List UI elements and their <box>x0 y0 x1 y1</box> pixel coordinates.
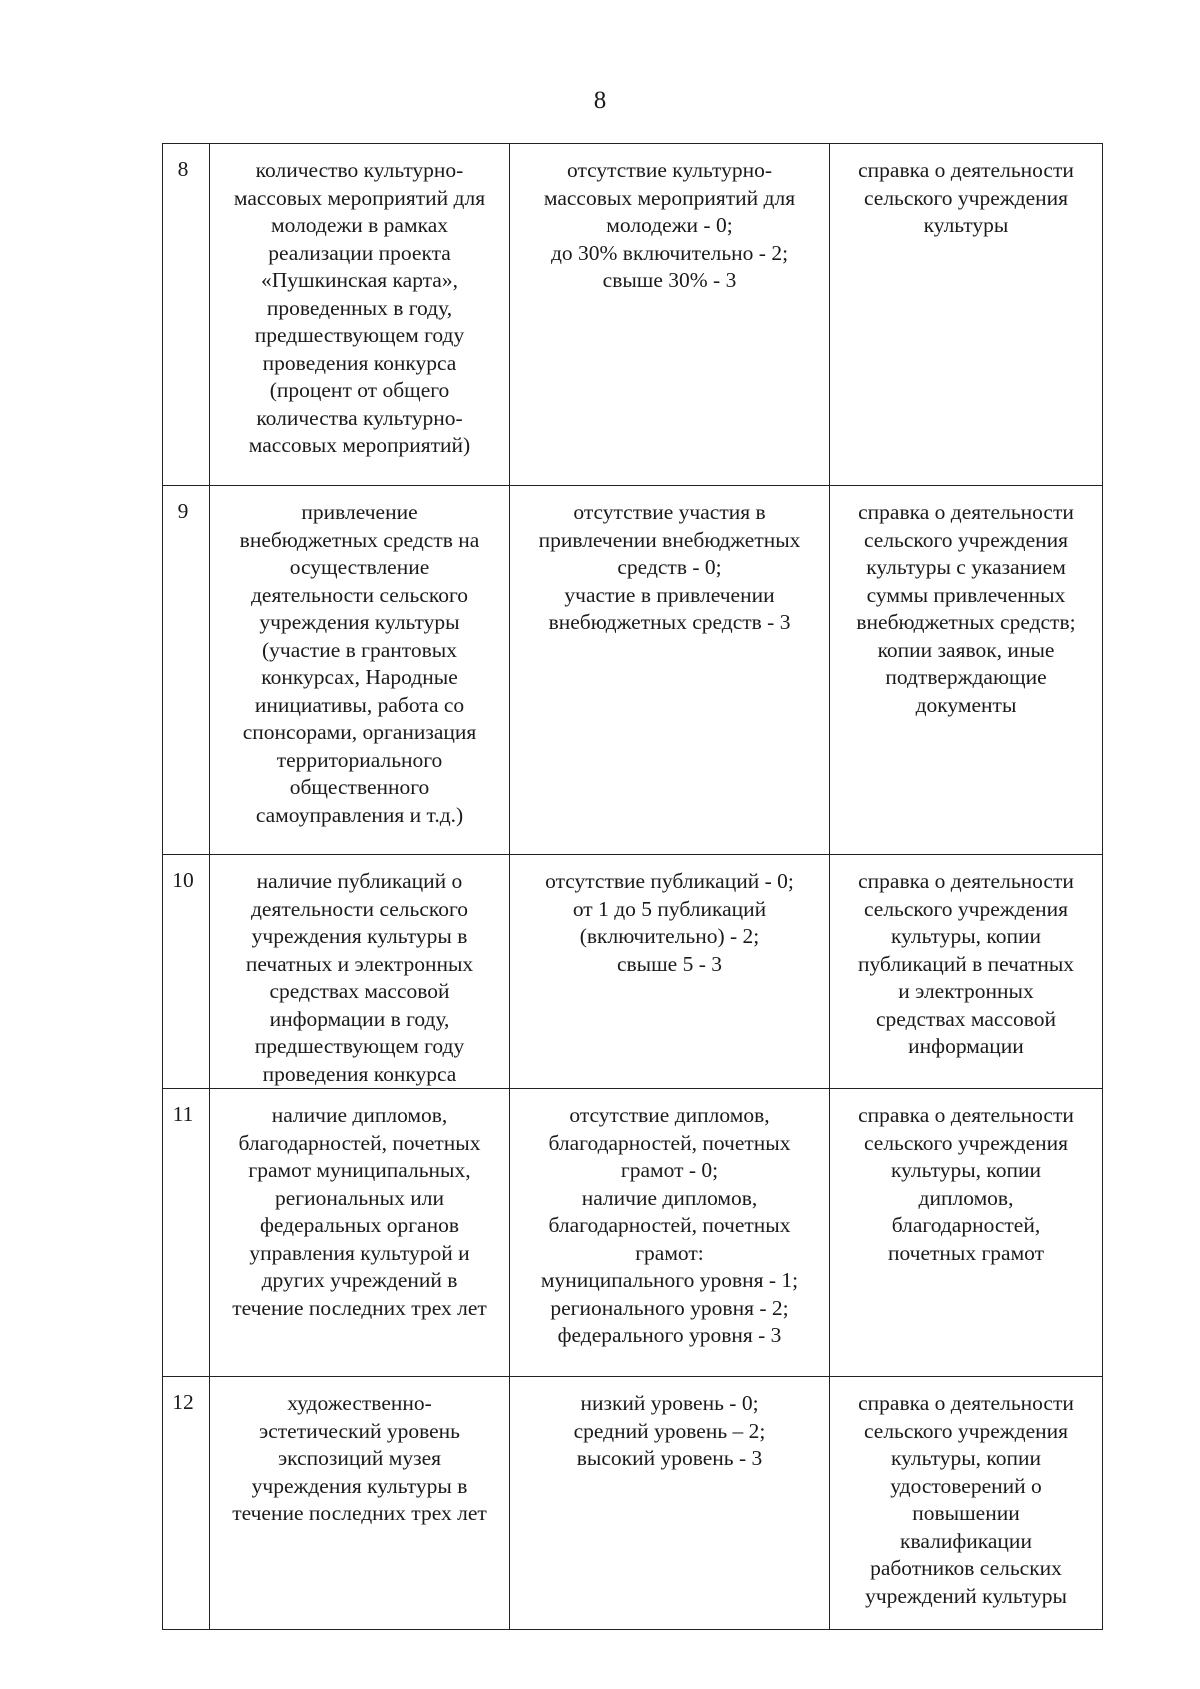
cell-text-line: предшествующем году <box>254 1034 465 1058</box>
cell-text-line: культуры, копии <box>890 1446 1042 1470</box>
cell-text-line: наличие дипломов, <box>581 1185 758 1210</box>
cell-text-line: привлечение <box>301 500 418 524</box>
cell-text-line: экспозиций музея <box>277 1446 442 1470</box>
cell-text-line: справка о деятельности <box>858 1391 1074 1415</box>
criterion-cell <box>210 855 510 1089</box>
cell-text-line: подтверждающие <box>885 665 1047 689</box>
cell-text-line: сельского учреждения <box>863 1418 1069 1443</box>
evidence-cell <box>830 1089 1103 1377</box>
cell-text-line: массовых мероприятий для <box>233 185 486 210</box>
cell-text-line: квалификации <box>900 1528 1032 1553</box>
cell-text-line: деятельности сельского <box>250 896 468 921</box>
cell-text-line: участие в привлечении <box>564 582 775 607</box>
cell-text-line: отсутствие участия в <box>573 500 766 524</box>
cell-text-line: отсутствие культурно- <box>567 158 772 182</box>
cell-text-line: внебюджетных средств - 3 <box>548 610 791 634</box>
cell-text-line: наличие публикаций о <box>256 869 463 893</box>
cell-text-line: до 30% включительно - 2; <box>550 240 789 265</box>
cell-text-line: федерального уровня - 3 <box>557 1323 782 1347</box>
evidence-cell <box>830 486 1103 855</box>
cell-text-line: предшествующем году <box>254 323 465 347</box>
table-row <box>163 486 1103 855</box>
table-row <box>163 1377 1103 1630</box>
cell-text-line: внебюджетных средств на <box>239 527 480 552</box>
row-number: 8 <box>163 144 210 486</box>
scoring-cell <box>510 855 830 1089</box>
cell-text-line: средств - 0; <box>617 555 722 579</box>
cell-text-line: отсутствие публикаций - 0; <box>545 869 794 893</box>
cell-text-line: низкий уровень - 0; <box>580 1391 759 1415</box>
cell-text-line: (участие в грантовых <box>262 637 457 662</box>
cell-text-line: отсутствие дипломов, <box>569 1103 770 1127</box>
cell-text-line: дипломов, <box>918 1185 1014 1210</box>
cell-text-line: свыше 5 - 3 <box>616 951 723 976</box>
row-number: 9 <box>163 486 210 855</box>
row-number: 11 <box>163 1089 210 1377</box>
cell-text-line: сельского учреждения <box>863 185 1069 210</box>
scoring-cell <box>510 1377 830 1630</box>
cell-text-line: благодарностей, почетных <box>548 1213 791 1237</box>
cell-text-line: общественного <box>289 775 430 799</box>
cell-text-line: «Пушкинская карта», <box>261 268 458 292</box>
cell-text-line: других учреждений в <box>261 1268 458 1292</box>
cell-text-line: течение последних трех лет <box>232 1295 487 1320</box>
table-row <box>163 1089 1103 1377</box>
cell-text-line: деятельности сельского <box>250 582 468 607</box>
cell-text-line: культуры, копии <box>890 924 1042 948</box>
cell-text-line: информации <box>908 1034 1024 1058</box>
cell-text-line: благодарностей, почетных <box>548 1130 791 1155</box>
evidence-cell <box>830 1377 1103 1630</box>
cell-text-line: учреждения культуры в <box>251 1473 468 1498</box>
cell-text-line: благодарностей, почетных <box>238 1130 481 1155</box>
cell-text-line: культуры, копии <box>890 1158 1042 1182</box>
cell-text-line: массовых мероприятий для <box>543 185 796 210</box>
cell-text-line: свыше 30% - 3 <box>602 268 737 292</box>
cell-text-line: проведения конкурса <box>262 350 457 375</box>
table-row <box>163 855 1103 1089</box>
criterion-cell <box>210 144 510 486</box>
cell-text-line: публикаций в печатных <box>857 951 1075 976</box>
cell-text-line: справка о деятельности <box>858 869 1074 893</box>
cell-text-line: проведенных в году, <box>266 295 453 320</box>
cell-text-line: копии заявок, иные <box>877 637 1055 662</box>
cell-text-line: справка о деятельности <box>858 1103 1074 1127</box>
cell-text-line: управления культурой и <box>249 1240 470 1265</box>
cell-text-line: течение последних трех лет <box>232 1501 487 1525</box>
cell-text-line: учреждений культуры <box>865 1583 1067 1608</box>
cell-text-line: культуры с указанием <box>866 555 1066 579</box>
cell-text-line: массовых мероприятий) <box>248 433 471 457</box>
cell-text-line: молодежи - 0; <box>606 213 733 237</box>
cell-text-line: сельского учреждения <box>863 1130 1069 1155</box>
cell-text-line: территориального <box>276 747 443 772</box>
cell-text-line: (включительно) - 2; <box>579 924 760 948</box>
cell-text-line: учреждения культуры <box>259 610 460 634</box>
cell-text-line: эстетический уровень <box>258 1418 460 1443</box>
page-number: 8 <box>593 87 607 114</box>
row-number: 10 <box>163 855 210 1089</box>
criterion-cell <box>210 1089 510 1377</box>
cell-text-line: учреждения культуры в <box>251 924 468 948</box>
cell-text-line: удостоверений о <box>890 1473 1042 1498</box>
cell-text-line: проведения конкурса <box>262 1061 457 1086</box>
cell-text-line: наличие дипломов, <box>271 1103 448 1127</box>
cell-text-line: количество культурно- <box>255 158 464 182</box>
evidence-cell <box>830 855 1103 1089</box>
cell-text-line: справка о деятельности <box>858 500 1074 524</box>
cell-text-line: грамот - 0; <box>620 1158 719 1182</box>
cell-text-line: конкурсах, Народные <box>261 665 458 689</box>
cell-text-line: (процент от общего <box>269 378 450 402</box>
criterion-cell <box>210 486 510 855</box>
cell-text-line: сельского учреждения <box>863 896 1069 921</box>
cell-text-line: региональных или <box>275 1185 444 1210</box>
cell-text-line: муниципального уровня - 1; <box>540 1268 799 1292</box>
scoring-cell <box>510 486 830 855</box>
cell-text-line: работников сельских <box>870 1556 1062 1580</box>
cell-text-line: молодежи в рамках <box>271 213 448 237</box>
row-number: 12 <box>163 1377 210 1630</box>
cell-text-line: федеральных органов <box>259 1213 460 1237</box>
cell-text-line: повышении <box>912 1501 1020 1525</box>
cell-text-line: реализации проекта <box>268 240 451 265</box>
cell-text-line: инициативы, работа со <box>254 692 465 717</box>
cell-text-line: документы <box>915 692 1017 717</box>
scoring-cell <box>510 144 830 486</box>
cell-text-line: благодарностей, <box>891 1213 1041 1237</box>
cell-text-line: спонсорами, организация <box>242 720 477 744</box>
cell-text-line: средствах массовой <box>269 979 450 1003</box>
cell-text-line: почетных грамот <box>887 1240 1045 1265</box>
cell-text-line: средний уровень – 2; <box>573 1418 766 1443</box>
cell-text-line: информации в году, <box>269 1006 450 1031</box>
cell-text-line: справка о деятельности <box>858 158 1074 182</box>
cell-text-line: художественно- <box>287 1391 432 1415</box>
cell-text-line: высокий уровень - 3 <box>576 1446 763 1470</box>
cell-text-line: привлечении внебюджетных <box>538 527 801 552</box>
cell-text-line: грамот муниципальных, <box>248 1158 471 1182</box>
evidence-cell <box>830 144 1103 486</box>
criteria-table <box>162 143 1103 1630</box>
cell-text-line: внебюджетных средств; <box>856 610 1076 634</box>
cell-text-line: сельского учреждения <box>863 527 1069 552</box>
cell-text-line: культуры <box>923 213 1009 237</box>
criterion-cell <box>210 1377 510 1630</box>
cell-text-line: самоуправления и т.д.) <box>255 802 464 827</box>
cell-text-line: от 1 до 5 публикаций <box>572 896 767 921</box>
cell-text-line: печатных и электронных <box>245 951 474 976</box>
cell-text-line: количества культурно- <box>256 405 463 430</box>
cell-text-line: регионального уровня - 2; <box>550 1295 789 1320</box>
table-row <box>163 144 1103 486</box>
cell-text-line: грамот: <box>635 1240 704 1265</box>
cell-text-line: средствах массовой <box>875 1006 1057 1031</box>
cell-text-line: суммы привлеченных <box>866 582 1066 607</box>
cell-text-line: и электронных <box>898 979 1034 1003</box>
cell-text-line: осуществление <box>289 555 430 579</box>
scoring-cell <box>510 1089 830 1377</box>
